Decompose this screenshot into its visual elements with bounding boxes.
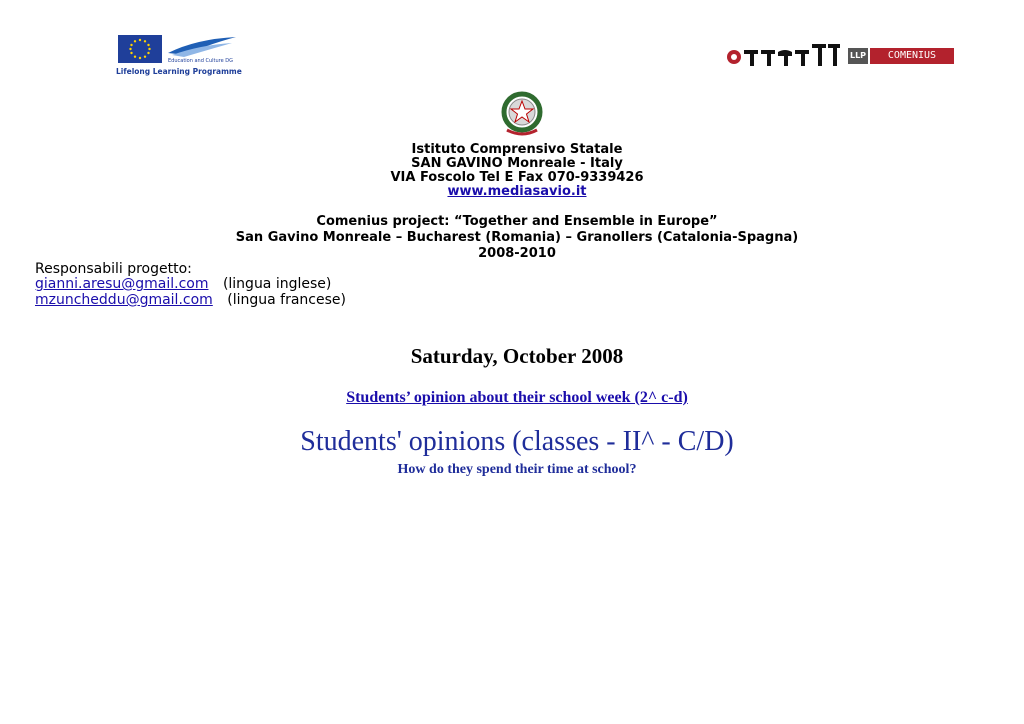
project-title: Comenius project: “Together and Ensemble in Europe” [316,214,718,229]
school-website-wrap [0,185,1024,199]
page-subtitle-question: How do they spend their time at school? [397,462,637,477]
eu-tagline: Education and Culture DG [168,58,233,64]
education-culture-swoosh-icon [166,35,238,59]
contacts-label: Responsabili progetto: [35,261,192,277]
date-heading: Saturday, October 2008 [410,344,624,368]
italian-republic-emblem-icon [499,90,545,140]
school-location: SAN GAVINO Monreale - Italy [411,156,623,171]
project-partners: San Gavino Monreale – Bucharest (Romania) – Granollers (Catalonia-Spagna) [235,230,799,245]
contact-email-link[interactable]: mzuncheddu@gmail.com [35,292,213,308]
contact-email-link[interactable]: gianni.aresu@gmail.com [35,276,209,292]
eu-lifelong-learning-logo [116,33,246,79]
comenius-wordmark-icon [726,40,846,68]
contact-row [35,276,331,292]
page-title: Students' opinions (classes - II^ - C/D) [300,426,734,457]
subtitle-wrap [0,389,1024,407]
school-week-opinion-link[interactable]: Students’ opinion about their school week (2^ c-d) [346,389,688,406]
comenius-badge: COMENIUS [870,48,954,64]
school-name: Istituto Comprensivo Statale [411,142,623,157]
contact-language-note: (lingua inglese) [222,276,332,292]
llp-badge: LLP [848,48,868,64]
project-years: 2008-2010 [478,246,556,261]
comenius-logo [726,40,956,68]
contact-language-note: (lingua francese) [227,292,346,308]
eu-flag-icon [118,35,162,63]
contact-row [35,292,346,308]
school-website-link[interactable]: www.mediasavio.it [447,184,587,199]
eu-programme-label: Lifelong Learning Programme [116,67,242,76]
school-address: VIA Foscolo Tel E Fax 070-9339426 [390,170,644,185]
